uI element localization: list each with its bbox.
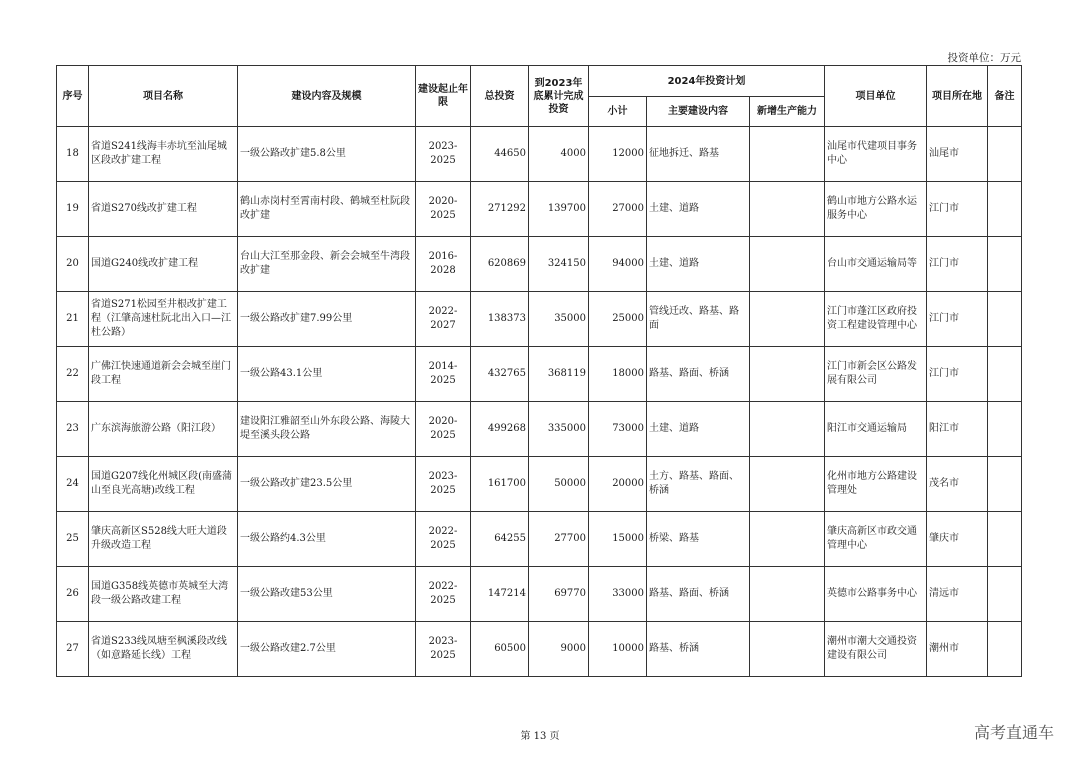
cell-project-name: 国道G358线英德市英城至大湾段一级公路改建工程 [89,567,238,622]
cell-total-investment: 44650 [471,127,529,182]
cell-main-content: 土方、路基、路面、桥涵 [647,457,750,512]
cell-period: 2023-2025 [416,127,471,182]
cell-new-capacity [750,512,825,567]
cell-total-investment: 60500 [471,622,529,677]
header-remarks: 备注 [988,66,1022,127]
cell-new-capacity [750,347,825,402]
cell-main-content: 征地拆迁、路基 [647,127,750,182]
cell-remarks [988,622,1022,677]
cell-seq: 27 [57,622,89,677]
cell-main-content: 路基、路面、桥涵 [647,347,750,402]
cell-completed-investment: 335000 [529,402,589,457]
cell-project-unit: 鹤山市地方公路水运服务中心 [825,182,927,237]
cell-new-capacity [750,567,825,622]
header-seq: 序号 [57,66,89,127]
cell-new-capacity [750,182,825,237]
cell-period: 2014-2025 [416,347,471,402]
investment-unit-label: 投资单位：万元 [947,52,1021,64]
cell-main-content: 路基、路面、桥涵 [647,567,750,622]
cell-subtotal: 18000 [589,347,647,402]
cell-project-name: 国道G207线化州城区段(南盛蒲山至良光高塘)改线工程 [89,457,238,512]
cell-seq: 24 [57,457,89,512]
cell-period: 2022-2025 [416,512,471,567]
table-row [57,237,1022,292]
cell-completed-investment: 69770 [529,567,589,622]
cell-project-unit: 台山市交通运输局等 [825,237,927,292]
cell-construction-content: 一级公路改建2.7公里 [238,622,416,677]
page-number: 第 13 页 [520,731,560,742]
cell-main-content: 路基、桥涵 [647,622,750,677]
cell-total-investment: 620869 [471,237,529,292]
cell-subtotal: 27000 [589,182,647,237]
cell-total-investment: 499268 [471,402,529,457]
cell-location: 汕尾市 [927,127,988,182]
cell-project-unit: 江门市新会区公路发展有限公司 [825,347,927,402]
cell-location: 茂名市 [927,457,988,512]
cell-new-capacity [750,292,825,347]
cell-main-content: 管线迁改、路基、路面 [647,292,750,347]
cell-construction-content: 一级公路改扩建5.8公里 [238,127,416,182]
cell-project-unit: 潮州市潮大交通投资建设有限公司 [825,622,927,677]
cell-seq: 18 [57,127,89,182]
cell-seq: 21 [57,292,89,347]
cell-completed-investment: 50000 [529,457,589,512]
header-period: 建设起止年限 [416,66,471,127]
cell-period: 2022-2025 [416,567,471,622]
cell-new-capacity [750,457,825,512]
cell-construction-content: 一级公路约4.3公里 [238,512,416,567]
cell-period: 2020-2025 [416,402,471,457]
cell-subtotal: 33000 [589,567,647,622]
cell-completed-investment: 368119 [529,347,589,402]
cell-subtotal: 10000 [589,622,647,677]
table-body [57,127,1022,677]
cell-total-investment: 147214 [471,567,529,622]
table-row [57,457,1022,512]
cell-project-name: 省道S233线凤塘至枫溪段改线（如意路延长线）工程 [89,622,238,677]
cell-new-capacity [750,402,825,457]
table-row [57,622,1022,677]
header-new-capacity: 新增生产能力 [750,97,825,127]
cell-total-investment: 64255 [471,512,529,567]
cell-location: 清远市 [927,567,988,622]
cell-construction-content: 一级公路43.1公里 [238,347,416,402]
cell-remarks [988,292,1022,347]
cell-location: 江门市 [927,292,988,347]
cell-subtotal: 73000 [589,402,647,457]
cell-subtotal: 12000 [589,127,647,182]
cell-remarks [988,567,1022,622]
cell-subtotal: 94000 [589,237,647,292]
watermark-text: 高考直通车 [973,723,1054,742]
table-row [57,292,1022,347]
cell-seq: 23 [57,402,89,457]
cell-new-capacity [750,127,825,182]
header-subtotal: 小计 [589,97,647,127]
cell-new-capacity [750,237,825,292]
cell-total-investment: 432765 [471,347,529,402]
cell-seq: 25 [57,512,89,567]
cell-project-unit: 江门市蓬江区政府投资工程建设管理中心 [825,292,927,347]
cell-completed-investment: 139700 [529,182,589,237]
cell-main-content: 土建、道路 [647,402,750,457]
cell-completed-investment: 4000 [529,127,589,182]
table-row [57,127,1022,182]
cell-subtotal: 25000 [589,292,647,347]
cell-project-name: 国道G240线改扩建工程 [89,237,238,292]
cell-location: 肇庆市 [927,512,988,567]
header-location: 项目所在地 [927,66,988,127]
cell-remarks [988,512,1022,567]
cell-main-content: 土建、道路 [647,182,750,237]
cell-project-name: 省道S270线改扩建工程 [89,182,238,237]
cell-remarks [988,182,1022,237]
cell-period: 2016-2028 [416,237,471,292]
cell-construction-content: 台山大江至那金段、新会会城至牛湾段改扩建 [238,237,416,292]
header-2024-plan: 2024年投资计划 [589,66,825,97]
cell-main-content: 土建、道路 [647,237,750,292]
cell-remarks [988,402,1022,457]
cell-total-investment: 138373 [471,292,529,347]
cell-construction-content: 建设阳江雅韶至山外东段公路、海陵大堤至溪头段公路 [238,402,416,457]
table-row [57,567,1022,622]
header-total-investment: 总投资 [471,66,529,127]
cell-new-capacity [750,622,825,677]
cell-construction-content: 一级公路改扩建23.5公里 [238,457,416,512]
cell-project-name: 省道S241线海丰赤坑至汕尾城区段改扩建工程 [89,127,238,182]
cell-location: 江门市 [927,182,988,237]
header-main-content: 主要建设内容 [647,97,750,127]
table-header-row [57,66,1022,97]
cell-construction-content: 鹤山赤岗村至霄南村段、鹤城至杜阮段改扩建 [238,182,416,237]
table-row [57,182,1022,237]
cell-period: 2020-2025 [416,182,471,237]
cell-seq: 20 [57,237,89,292]
cell-project-name: 省道S271松园至井根改扩建工程（江肇高速杜阮北出入口—江杜公路） [89,292,238,347]
cell-period: 2023-2025 [416,622,471,677]
cell-period: 2023-2025 [416,457,471,512]
cell-completed-investment: 27700 [529,512,589,567]
header-construction-content: 建设内容及规模 [238,66,416,127]
table-row [57,347,1022,402]
cell-remarks [988,347,1022,402]
cell-project-unit: 汕尾市代建项目事务中心 [825,127,927,182]
cell-project-unit: 化州市地方公路建设管理处 [825,457,927,512]
cell-completed-investment: 324150 [529,237,589,292]
cell-total-investment: 161700 [471,457,529,512]
cell-completed-investment: 35000 [529,292,589,347]
cell-total-investment: 271292 [471,182,529,237]
cell-remarks [988,237,1022,292]
cell-seq: 19 [57,182,89,237]
cell-construction-content: 一级公路改建53公里 [238,567,416,622]
header-project-unit: 项目单位 [825,66,927,127]
cell-project-unit: 阳江市交通运输局 [825,402,927,457]
cell-project-name: 广佛江快速通道新会会城至崖门段工程 [89,347,238,402]
cell-location: 江门市 [927,237,988,292]
cell-project-name: 肇庆高新区S528线大旺大道段升级改造工程 [89,512,238,567]
cell-remarks [988,457,1022,512]
cell-location: 潮州市 [927,622,988,677]
header-project-name: 项目名称 [89,66,238,127]
cell-project-name: 广东滨海旅游公路（阳江段） [89,402,238,457]
cell-remarks [988,127,1022,182]
table-row [57,402,1022,457]
cell-location: 江门市 [927,347,988,402]
investment-plan-table [56,65,1022,677]
header-completed-investment: 到2023年底累计完成投资 [529,66,589,127]
cell-completed-investment: 9000 [529,622,589,677]
cell-construction-content: 一级公路改扩建7.99公里 [238,292,416,347]
table-row [57,512,1022,567]
cell-location: 阳江市 [927,402,988,457]
cell-project-unit: 英德市公路事务中心 [825,567,927,622]
cell-project-unit: 肇庆高新区市政交通管理中心 [825,512,927,567]
cell-subtotal: 15000 [589,512,647,567]
cell-subtotal: 20000 [589,457,647,512]
cell-seq: 22 [57,347,89,402]
cell-seq: 26 [57,567,89,622]
cell-period: 2022-2027 [416,292,471,347]
cell-main-content: 桥梁、路基 [647,512,750,567]
